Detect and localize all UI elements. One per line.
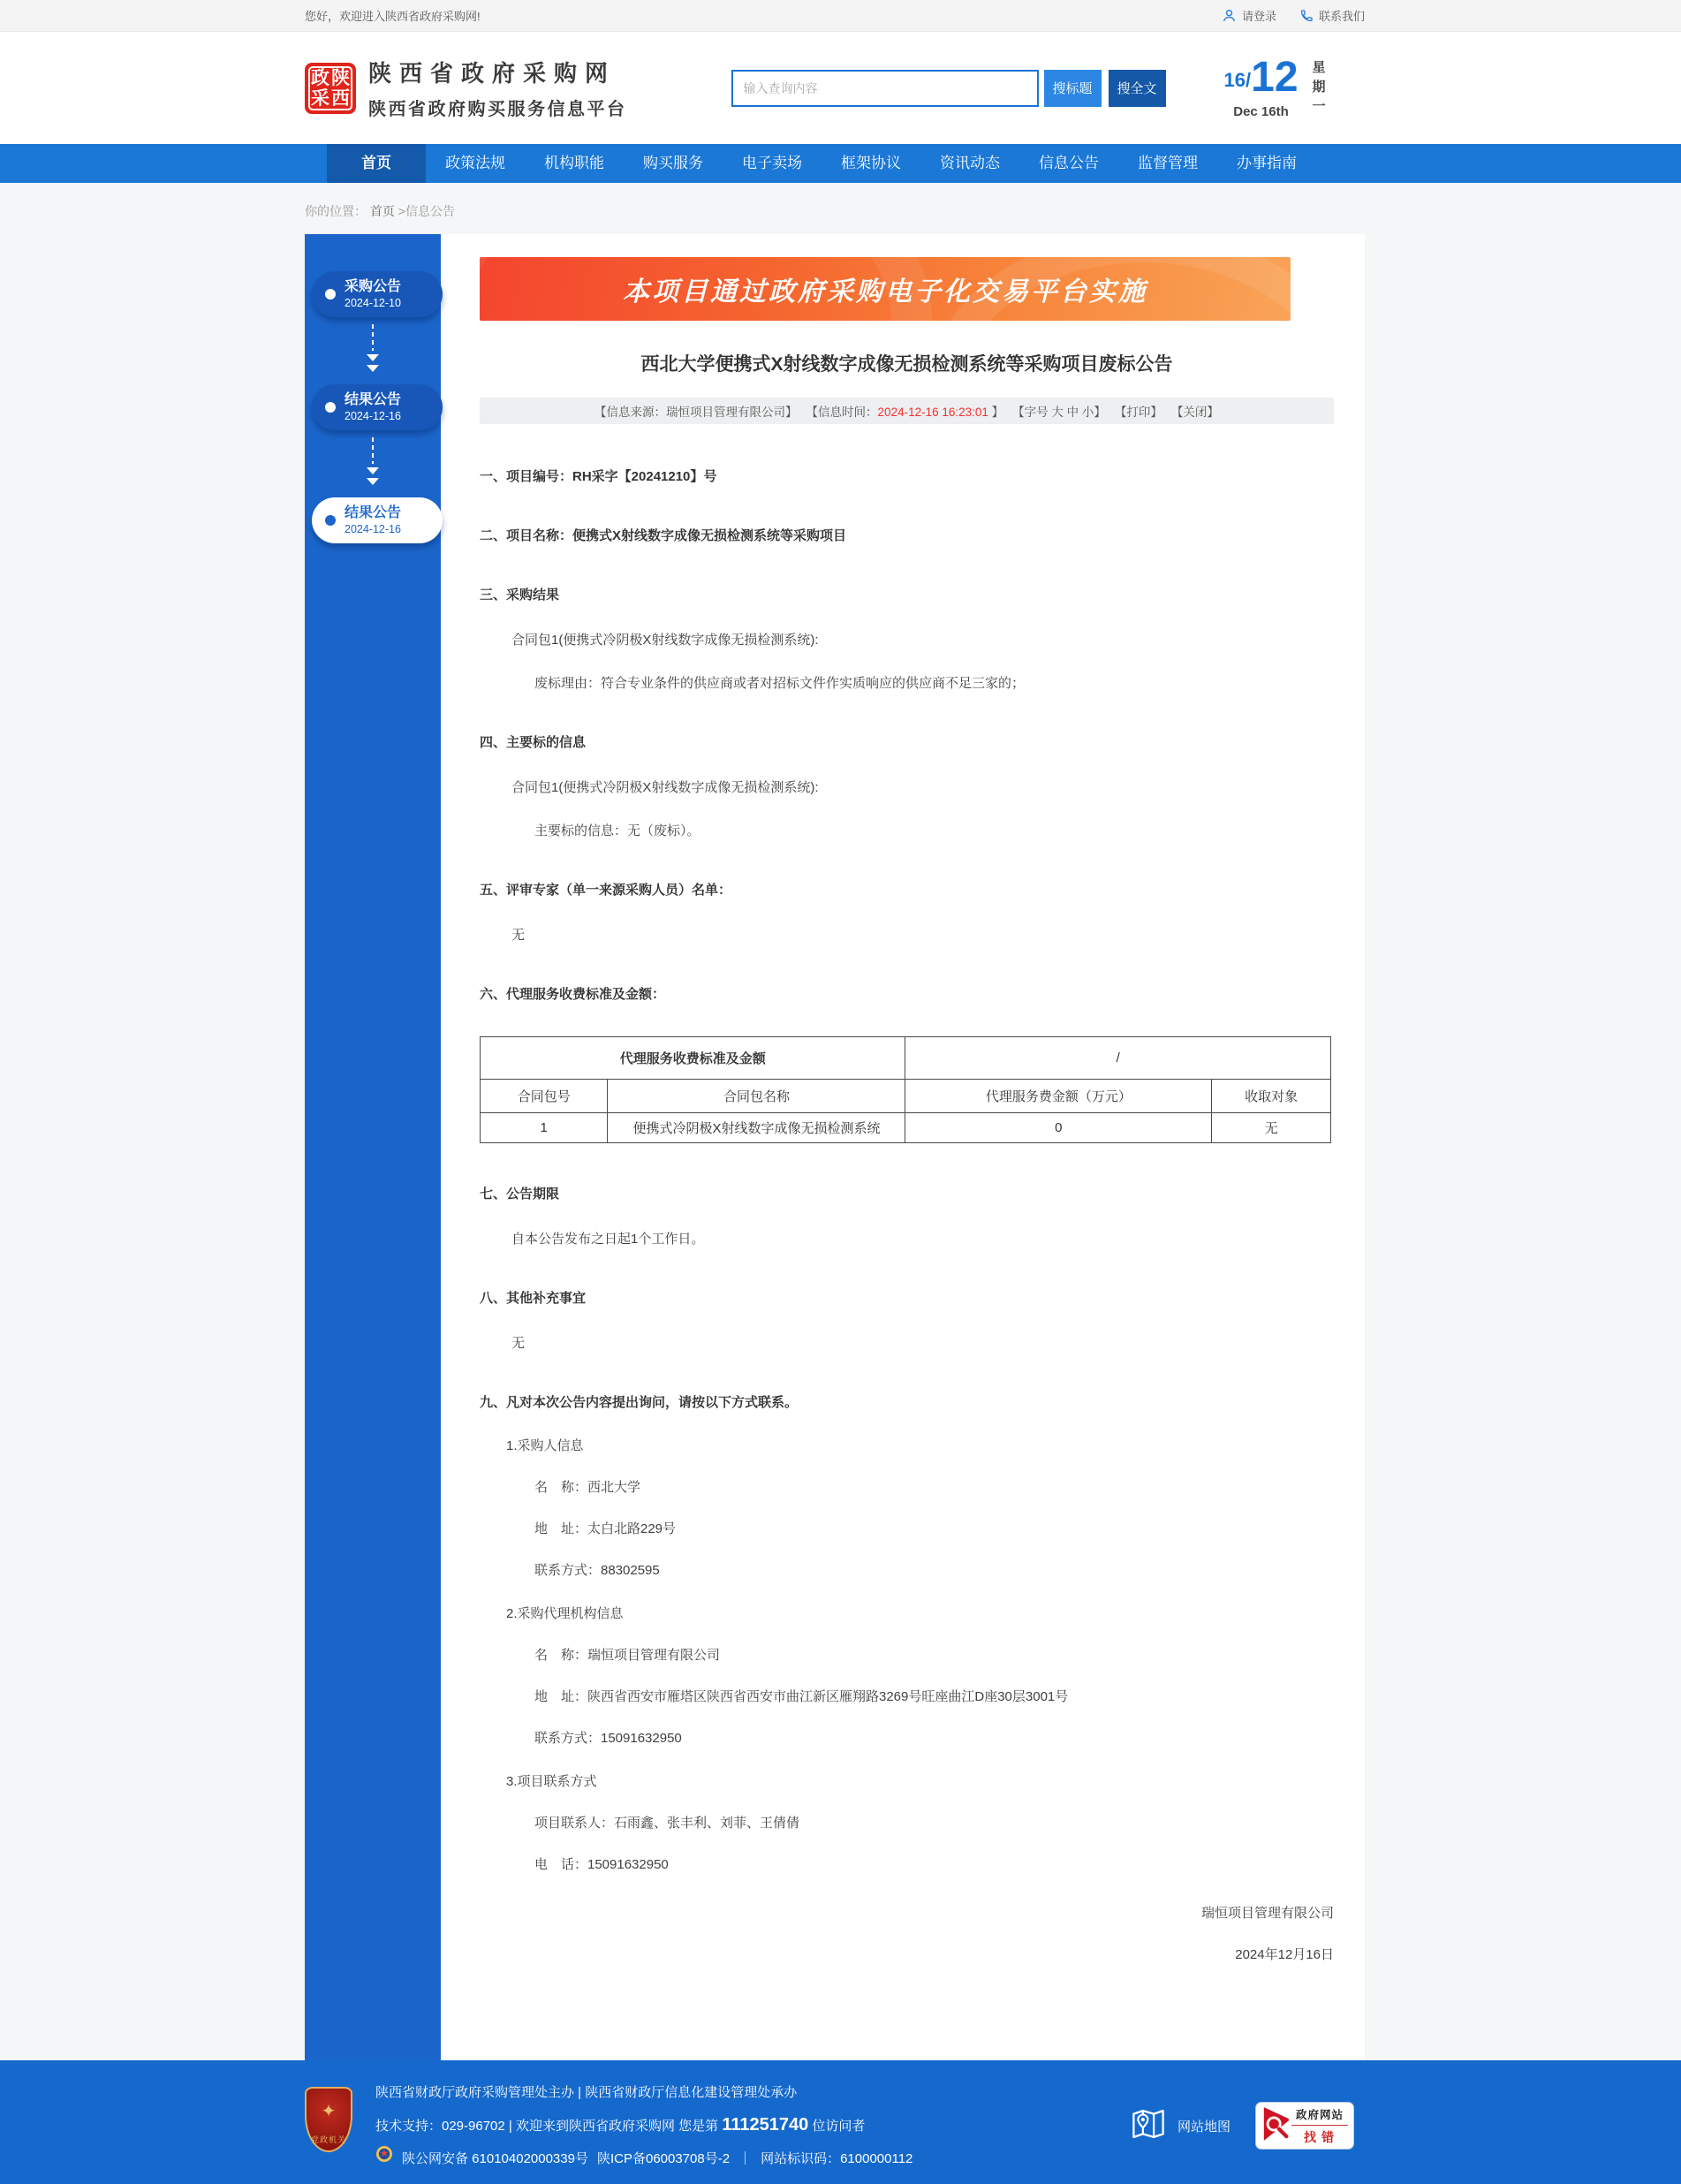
step-date: 2024-12-16 (345, 410, 401, 423)
badge-label: 党政机关 (310, 2135, 346, 2144)
platform-banner (480, 257, 1291, 321)
section-paragraph: 合同包1(便携式冷阴极X射线数字成像无损检测系统): (511, 780, 819, 795)
section-heading-5: 五、评审专家（单一来源采购人员）名单： (480, 883, 732, 898)
table-cell: 0 (905, 1113, 1212, 1143)
section-heading-8: 八、其他补充事宜 (480, 1291, 587, 1306)
seal-char: 西 (331, 87, 350, 109)
contact-block-heading: 3.项目联系方式 (506, 1774, 597, 1789)
seal-char: 采 (311, 87, 329, 109)
contact-line: 地 址：陕西省西安市雁塔区陕西省西安市曲江新区雁翔路3269号旺座曲江D座30层3001号 (534, 1689, 1069, 1704)
contact-us-link[interactable] (1299, 7, 1365, 24)
site-subtitle: 陕西省政府购买服务信息平台 (368, 100, 627, 119)
contact-us-label: 联系我们 (1318, 10, 1365, 23)
nav-item-home[interactable]: 首页 (327, 144, 426, 183)
icp-registration-link[interactable]: 陕ICP备06003708号-2 (596, 2151, 731, 2166)
section-heading-1: 一、项目编号：RH采字【20241210】号 (480, 469, 717, 484)
seal-char: 政 (311, 67, 329, 88)
timeline-sidebar (305, 234, 441, 2060)
footer-registration-line (375, 2142, 912, 2175)
footer-support-line (375, 2109, 912, 2142)
arrow-down-icon (305, 430, 441, 497)
website-error-report-badge[interactable] (1255, 2102, 1354, 2150)
step-dot-icon (325, 289, 336, 300)
table-cell: 便携式冷阴极X射线数字成像无损检测系统 (608, 1113, 905, 1143)
welcome-text: 您好，欢迎进入陕西省政府采购网! (305, 10, 481, 23)
meta-time-label: 【信息时间： (806, 406, 878, 419)
contact-line: 项目联系人：石雨鑫、张丰利、刘菲、王倩倩 (534, 1816, 800, 1831)
article-title: 西北大学便携式X射线数字成像无损检测系统等采购项目废标公告 (640, 354, 1173, 375)
timeline-step-result-notice-2[interactable] (312, 497, 443, 543)
seal-char: 陕 (331, 67, 350, 88)
sitemap-label: 网站地图 (1177, 2119, 1230, 2135)
nav-item-supervision[interactable]: 监督管理 (1138, 155, 1198, 171)
search-bar (731, 70, 1166, 107)
meta-time-value: 2024-12-16 16:23:01 (877, 406, 988, 419)
nav-item-purchase-services[interactable]: 购买服务 (643, 155, 703, 171)
meta-time-close: 】 (991, 406, 1004, 419)
table-merged-title: 代理服务收费标准及金额 (481, 1037, 905, 1080)
site-title: 陕西省政府采购网 (368, 60, 617, 87)
article-content (441, 234, 1365, 2060)
breadcrumb-home-link[interactable]: 首页 (369, 204, 395, 218)
agency-fee-table (480, 1036, 1331, 1143)
step-dot-icon (325, 515, 336, 526)
contact-line: 地 址：太白北路229号 (534, 1521, 677, 1536)
login-link[interactable] (1222, 7, 1276, 24)
table-merged-value: / (905, 1037, 1331, 1080)
section-heading-2: 二、项目名称：便携式X射线数字成像无损检测系统等采购项目 (480, 528, 847, 543)
table-header-cell: 合同包名称 (608, 1080, 905, 1113)
error-flag-icon (1261, 2104, 1291, 2148)
footer-support-prefix: 技术支持：029-96702 | 欢迎来到陕西省政府采购网 您是第 (375, 2119, 723, 2134)
party-government-badge (305, 2087, 352, 2152)
footer-organizer-line: 陕西省财政厅政府采购管理处主办 | 陕西省财政厅信息化建设管理处承办 (375, 2085, 798, 2100)
contact-block-heading: 2.采购代理机构信息 (506, 1606, 624, 1621)
arrow-down-icon (305, 317, 441, 384)
section-paragraph: 无 (511, 1336, 526, 1351)
section-heading-9: 九、凡对本次公告内容提出询问，请按以下方式联系。 (480, 1395, 799, 1410)
section-heading-6: 六、代理服务收费标准及金额： (480, 987, 666, 1002)
table-cell: 无 (1212, 1113, 1331, 1143)
signature-company: 瑞恒项目管理有限公司 (1200, 1906, 1334, 1921)
date-widget (1223, 54, 1365, 119)
phone-icon (1299, 9, 1314, 23)
contact-line: 联系方式：88302595 (534, 1563, 660, 1578)
signature-block (480, 1903, 1334, 1963)
main-nav (0, 144, 1681, 183)
search-input[interactable] (731, 70, 1039, 107)
step-label: 结果公告 (345, 391, 402, 407)
contact-line: 电 话：15091632950 (534, 1857, 669, 1872)
sitemap-link[interactable] (1130, 2106, 1230, 2145)
site-id-code: 网站标识码：6100000112 (761, 2151, 913, 2166)
nav-item-framework[interactable]: 框架协议 (841, 155, 901, 171)
timeline-step-procurement-notice[interactable] (312, 271, 443, 317)
section-paragraph: 主要标的信息：无（废标）。 (534, 823, 700, 838)
date-day: 16/ (1223, 69, 1252, 91)
section-heading-4: 四、主要标的信息 (480, 735, 587, 750)
print-button[interactable]: 【打印】 (1114, 406, 1162, 419)
platform-banner-text: 本项目通过政府采购电子化交易平台实施 (623, 277, 1147, 307)
step-date: 2024-12-16 (345, 523, 401, 536)
footer (0, 2060, 1681, 2184)
step-label: 结果公告 (345, 504, 402, 520)
section-paragraph: 无 (511, 928, 526, 943)
nav-item-guide[interactable]: 办事指南 (1237, 155, 1297, 171)
section-paragraph: 废标理由：符合专业条件的供应商或者对招标文件作实质响应的供应商不足三家的； (534, 676, 1026, 691)
breadcrumb-current: >信息公告 (398, 204, 455, 218)
main-area (305, 234, 1365, 2060)
site-title-block (368, 56, 627, 120)
signature-date: 2024年12月16日 (1235, 1947, 1334, 1962)
step-dot-icon (325, 402, 336, 413)
breadcrumb (305, 183, 1365, 234)
topbar (0, 0, 1681, 32)
step-label: 采购公告 (345, 278, 402, 294)
search-title-button[interactable]: 搜标题 (1044, 70, 1102, 107)
nav-item-emall[interactable]: 电子卖场 (742, 155, 802, 171)
meta-source: 【信息来源：瑞恒项目管理有限公司】 (594, 406, 798, 419)
table-header-cell: 合同包号 (481, 1080, 608, 1113)
login-label: 请登录 (1241, 10, 1276, 23)
visitor-count: 111251740 (722, 2115, 809, 2135)
badge-emblem-icon: ✦ (321, 2102, 337, 2121)
table-cell: 1 (481, 1113, 608, 1143)
footer-support-suffix: 位访问者 (808, 2119, 866, 2134)
section-heading-3: 三、采购结果 (480, 588, 560, 603)
table-row (481, 1113, 1331, 1143)
nav-item-news[interactable]: 资讯动态 (940, 155, 1000, 171)
search-fulltext-button[interactable]: 搜全文 (1109, 70, 1166, 107)
nav-item-announcements[interactable]: 信息公告 (1039, 155, 1099, 171)
contact-line: 名 称：西北大学 (534, 1480, 641, 1495)
site-header (0, 32, 1681, 144)
meta-time (806, 402, 1004, 420)
police-badge-icon (375, 2142, 393, 2175)
step-date: 2024-12-10 (345, 297, 401, 310)
close-button[interactable]: 【关闭】 (1170, 406, 1219, 419)
site-logo[interactable] (305, 63, 356, 114)
timeline-step-result-notice-1[interactable] (312, 384, 443, 430)
contact-line: 名 称：瑞恒项目管理有限公司 (534, 1648, 721, 1663)
breadcrumb-prefix: 你的位置： (305, 204, 367, 218)
section-heading-7: 七、公告期限 (480, 1187, 560, 1202)
map-icon (1130, 2106, 1167, 2145)
date-month: 12 (1251, 54, 1299, 101)
date-english: Dec 16th (1233, 104, 1289, 119)
table-header-cell: 收取对象 (1212, 1080, 1331, 1113)
date-weekday: 星期一 (1310, 60, 1326, 118)
section-paragraph: 自本公告发布之日起1个工作日。 (511, 1232, 705, 1247)
font-size-control[interactable]: 【字号 大 中 小】 (1012, 406, 1106, 419)
footer-separator: ｜ (738, 2151, 753, 2166)
police-registration-link[interactable]: 陕公网安备 61010402000339号 (402, 2151, 588, 2166)
article-meta-bar (480, 398, 1334, 424)
user-icon (1222, 8, 1237, 23)
section-paragraph: 合同包1(便携式冷阴极X射线数字成像无损检测系统): (511, 633, 819, 648)
table-header-cell: 代理服务费金额（万元） (905, 1080, 1212, 1113)
error-badge-action: 找错 (1304, 2129, 1339, 2144)
nav-item-functions[interactable]: 机构职能 (544, 155, 604, 171)
error-badge-title: 政府网站 (1291, 2106, 1348, 2126)
contact-block-heading: 1.采购人信息 (506, 1438, 584, 1453)
contact-line: 联系方式：15091632950 (534, 1731, 682, 1746)
nav-item-policies[interactable]: 政策法规 (445, 155, 505, 171)
